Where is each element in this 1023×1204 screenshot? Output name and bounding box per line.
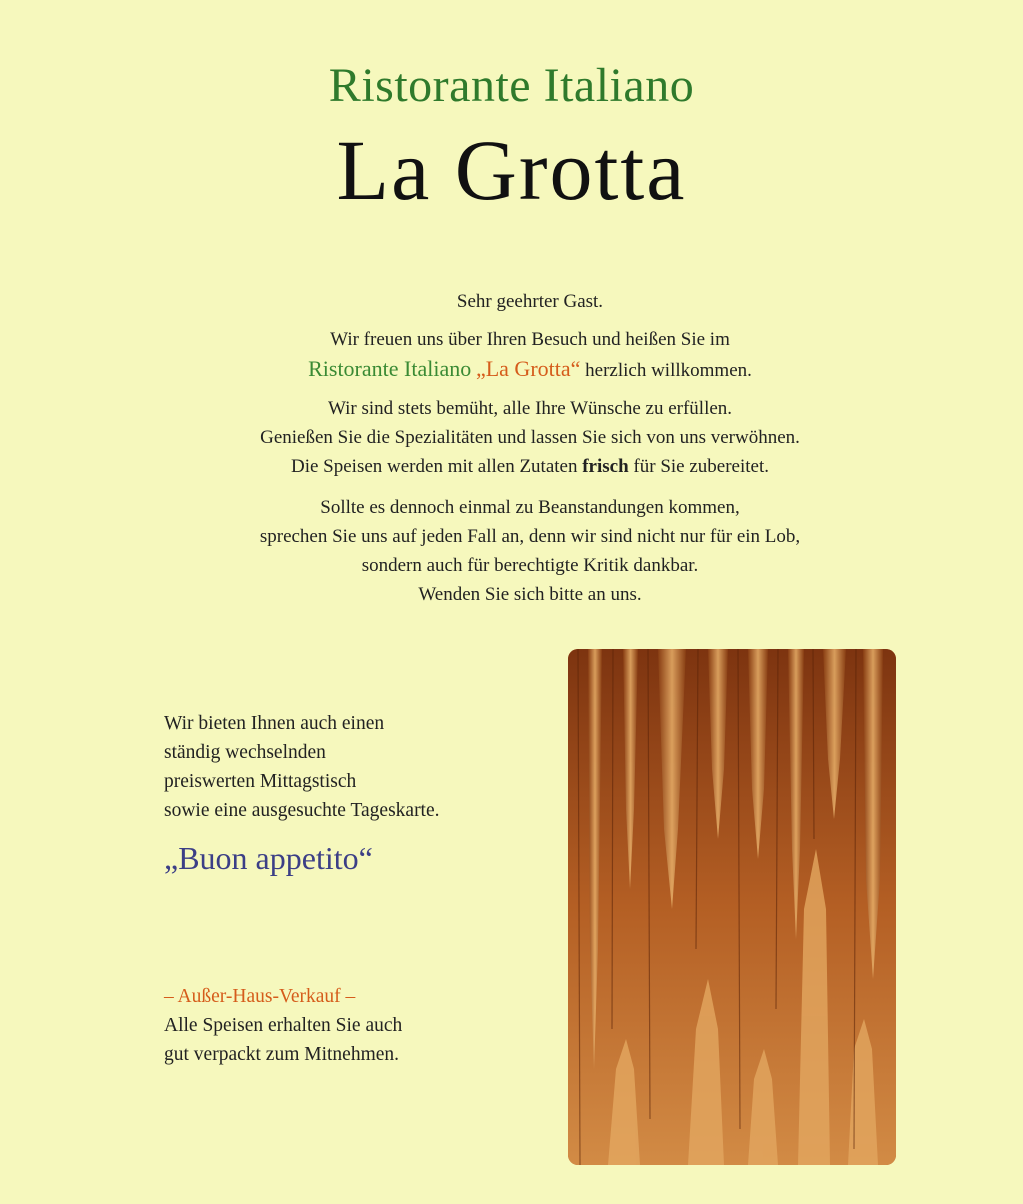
welcome-line-2-end: herzlich willkommen. xyxy=(580,360,752,381)
offer-line: preiswerten Mittagstisch xyxy=(164,771,357,792)
welcome-line-1: Wir freuen uns über Ihren Besuch und heißen Sie im xyxy=(330,329,730,350)
complaint-line: sondern auch für berechtigte Kritik dankbar. xyxy=(361,555,699,576)
la-grotta-inline: „La Grotta“ xyxy=(475,356,581,381)
takeout-text xyxy=(164,1011,564,1069)
welcome-paragraph xyxy=(140,325,920,385)
greeting: Sehr geehrter Gast. xyxy=(456,291,604,312)
intro-line-3 xyxy=(140,452,920,481)
takeout-line: gut verpackt zum Mitnehmen. xyxy=(164,1044,400,1065)
buon-appetito: „Buon appetito“ xyxy=(164,840,373,876)
takeout-title: – Außer-Haus-Verkauf – xyxy=(164,986,356,1007)
offer-paragraph xyxy=(164,709,564,825)
complaint-paragraph xyxy=(140,493,920,609)
intro-line-3-end: für Sie zubereitet. xyxy=(628,456,770,477)
complaint-line: Sollte es dennoch einmal zu Beanstandungen kommen, xyxy=(320,497,740,518)
intro-line-3-start: Die Speisen werden mit allen Zutaten xyxy=(290,456,583,477)
offer-line: Wir bieten Ihnen auch einen xyxy=(164,713,385,734)
intro-line-2: Genießen Sie die Spezialitäten und lassen Sie sich von uns verwöhnen. xyxy=(260,427,800,448)
cave-photo xyxy=(568,649,896,1165)
offer-line: sowie eine ausgesuchte Tageskarte. xyxy=(164,800,440,821)
stalactite-illustration xyxy=(568,649,896,1165)
restaurant-name-inline: Ristorante Italiano xyxy=(308,356,472,381)
frisch-bold: frisch xyxy=(582,456,629,477)
takeout-line: Alle Speisen erhalten Sie auch xyxy=(164,1015,403,1036)
restaurant-title: La Grotta xyxy=(336,122,687,218)
offer-line: ständig wechselnden xyxy=(164,742,326,763)
complaint-line: Wenden Sie sich bitte an uns. xyxy=(418,584,642,605)
intro-line-1: Wir sind stets bemüht, alle Ihre Wünsche zu erfüllen. xyxy=(327,398,733,419)
intro-paragraph xyxy=(140,394,920,481)
welcome-line-2 xyxy=(140,354,920,385)
restaurant-subtitle: Ristorante Italiano xyxy=(328,59,695,112)
complaint-line: sprechen Sie uns auf jeden Fall an, denn wir sind nicht nur für ein Lob, xyxy=(259,526,801,547)
